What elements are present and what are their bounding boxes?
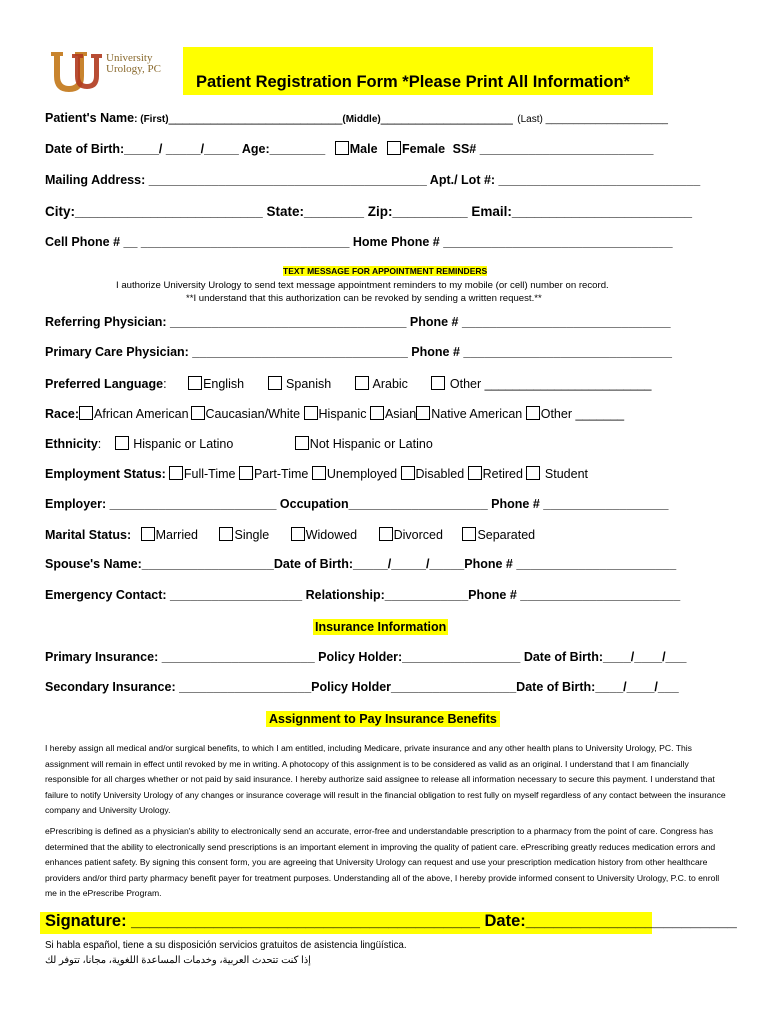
married-label: Married bbox=[155, 528, 198, 542]
student-label: Student bbox=[544, 467, 589, 481]
single-checkbox[interactable] bbox=[219, 527, 233, 541]
english-checkbox[interactable] bbox=[188, 376, 202, 390]
asian-checkbox[interactable] bbox=[370, 406, 384, 420]
part-time-checkbox[interactable] bbox=[239, 466, 253, 480]
last-name-field[interactable]: (Last) ______________________ bbox=[517, 114, 668, 125]
first-label: : (First) bbox=[134, 114, 169, 125]
hispanic-latino-checkbox[interactable] bbox=[115, 436, 129, 450]
university-urology-logo bbox=[48, 48, 178, 94]
african-american-label: African American bbox=[94, 407, 189, 421]
asian-label: Asian bbox=[384, 407, 417, 421]
student-checkbox[interactable] bbox=[526, 466, 540, 480]
arabic-checkbox[interactable] bbox=[355, 376, 369, 390]
female-checkbox[interactable] bbox=[387, 141, 401, 155]
signature-label: Signature: bbox=[45, 912, 127, 930]
date-label: Date: bbox=[484, 912, 526, 930]
spanish-checkbox[interactable] bbox=[268, 376, 282, 390]
mailing-address-field[interactable]: Mailing Address: ________________________________________ Apt./ Lot #: _____________________________ bbox=[45, 173, 701, 187]
unemployed-label: Unemployed bbox=[326, 467, 398, 481]
retired-checkbox[interactable] bbox=[468, 466, 482, 480]
hispanic-latino-label: Hispanic or Latino bbox=[133, 437, 234, 451]
female-label: Female bbox=[402, 142, 446, 156]
male-checkbox[interactable] bbox=[335, 141, 349, 155]
full-time-label: Full-Time bbox=[183, 467, 236, 481]
disabled-label: Disabled bbox=[415, 467, 465, 481]
other-race-checkbox[interactable] bbox=[526, 406, 540, 420]
middle-name-field[interactable]: ___________________ bbox=[380, 111, 513, 125]
employer-row-field[interactable]: Employer: ________________________ Occupation____________________ Phone # __________________ bbox=[45, 497, 669, 511]
primary-insurance-field[interactable]: Primary Insurance: ______________________ Policy Holder:_________________ Date of Birth:____/____/___ bbox=[45, 650, 687, 664]
text-message-heading: TEXT MESSAGE FOR APPOINTMENT REMINDERS bbox=[283, 266, 488, 276]
page-title: Patient Registration Form *Please Print All Information* bbox=[196, 73, 630, 91]
spanish-notice: Si habla español, tiene a su disposición servicios gratuitos de asistencia lingüística. bbox=[45, 940, 407, 951]
patient-name-label: Patient's Name bbox=[45, 111, 135, 125]
employment-label: Employment Status: bbox=[45, 467, 166, 481]
native-american-label: Native American bbox=[431, 407, 523, 421]
employment-row bbox=[45, 466, 588, 481]
full-time-checkbox[interactable] bbox=[169, 466, 183, 480]
emergency-contact-field[interactable]: Emergency Contact: ___________________ Relationship:____________Phone # _______________________ bbox=[45, 588, 681, 602]
primary-care-field[interactable]: Primary Care Physician: _______________________________ Phone # ______________________________ bbox=[45, 345, 672, 359]
other-language-field[interactable]: Other ________________________ bbox=[449, 377, 652, 391]
race-label: Race: bbox=[45, 407, 80, 421]
text-message-line-1: I authorize University Urology to send text message appointment reminders to my mobile (or cell) number on record. bbox=[116, 280, 609, 291]
dob-row bbox=[45, 141, 654, 156]
english-label: English bbox=[203, 377, 245, 391]
disabled-checkbox[interactable] bbox=[401, 466, 415, 480]
arabic-notice: إذا كنت تتحدث العربية، وخدمات المساعدة اللغوية، مجانا، تتوفر لك bbox=[45, 955, 311, 966]
language-colon: : bbox=[163, 377, 167, 391]
eprescribing-paragraph: ePrescribing is defined as a physician's ability to electronically send an accurate, error-free and understandable prescription to a pharmacy from the point of care. Congress has determined that the ability to electronically send prescriptions is an important element in improving the quality of patient care. ePrescribing greatly reduces medication errors and enhances patient safety. By signing this consent form, you are agreeing that University Urology can request and use your prescription medication history from other healthcare providers and/or third party pharmacy benefit payer for treatment purposes. Understanding all of the above, I hereby provide informed consent to University Urology, P.C. to enroll me in the ePrescribe Program. bbox=[45, 826, 720, 898]
signature-field[interactable]: ______________________________________ bbox=[126, 912, 485, 930]
secondary-insurance-field[interactable]: Secondary Insurance: ___________________Policy Holder__________________Date of Birth:____/____/___ bbox=[45, 680, 679, 694]
referring-physician-field[interactable]: Referring Physician: __________________________________ Phone # ______________________________ bbox=[45, 315, 671, 329]
assignment-paragraph: I hereby assign all medical and/or surgical benefits, to which I am entitled, including Medicare, private insurance and any other health plans to University Urology, PC. This assignment will remain in effect until revoked by me in writing. A photocopy of this assignment is to be considered as valid as an original. I understand that I am financially responsible for all charges whether or not paid by said insurance. I hereby authorize said assignee to release all information necessary to secure this payment. I understand that failure to notify University Urology of any changes or insurance coverage will result in the financial obligation to rest fully on myself regardless of any contact between the insurance company and University Urology. bbox=[45, 743, 726, 815]
married-checkbox[interactable] bbox=[141, 527, 155, 541]
hispanic-race-label: Hispanic bbox=[318, 407, 367, 421]
separated-checkbox[interactable] bbox=[462, 527, 476, 541]
other-race-field[interactable]: Other _______ bbox=[540, 407, 625, 421]
language-row bbox=[45, 376, 652, 391]
date-field[interactable]: _______________________ bbox=[525, 912, 737, 930]
caucasian-checkbox[interactable] bbox=[191, 406, 205, 420]
city-state-zip-email-field[interactable]: City:_________________________ State:________ Zip:__________ Email:________________________ bbox=[45, 204, 693, 219]
ethnicity-colon: : bbox=[97, 437, 102, 451]
ssn-field[interactable]: SS# _________________________ bbox=[452, 142, 654, 156]
separated-label: Separated bbox=[477, 528, 536, 542]
male-label: Male bbox=[349, 142, 378, 156]
retired-label: Retired bbox=[482, 467, 523, 481]
spanish-label: Spanish bbox=[286, 377, 332, 391]
hispanic-race-checkbox[interactable] bbox=[304, 406, 318, 420]
spouse-row-field[interactable]: Spouse's Name:___________________Date of Birth:_____/_____/_____Phone # _______________________ bbox=[45, 557, 677, 571]
middle-label: (Middle) bbox=[342, 114, 381, 125]
ethnicity-label: Ethnicity bbox=[45, 437, 98, 451]
single-label: Single bbox=[234, 528, 270, 542]
african-american-checkbox[interactable] bbox=[79, 406, 93, 420]
text-message-line-2: **I understand that this authorization can be revoked by sending a written request.** bbox=[186, 293, 542, 304]
marital-label: Marital Status: bbox=[45, 528, 132, 542]
insurance-heading: Insurance Information bbox=[315, 620, 447, 634]
first-name-field[interactable]: _________________________ bbox=[168, 111, 343, 125]
widowed-checkbox[interactable] bbox=[291, 527, 305, 541]
assignment-heading: Assignment to Pay Insurance Benefits bbox=[266, 711, 500, 727]
phone-row-field[interactable]: Cell Phone # __ ______________________________ Home Phone # _________________________________ bbox=[45, 235, 673, 249]
patient-name-row bbox=[45, 109, 668, 127]
ethnicity-row bbox=[45, 436, 433, 451]
signature-row bbox=[45, 912, 737, 931]
widowed-label: Widowed bbox=[305, 528, 358, 542]
unemployed-checkbox[interactable] bbox=[312, 466, 326, 480]
divorced-checkbox[interactable] bbox=[379, 527, 393, 541]
not-hispanic-label: Not Hispanic or Latino bbox=[309, 437, 433, 451]
logo-line-1: University bbox=[106, 52, 153, 64]
native-american-checkbox[interactable] bbox=[416, 406, 430, 420]
language-label: Preferred Language bbox=[45, 377, 164, 391]
arabic-label: Arabic bbox=[372, 377, 408, 391]
divorced-label: Divorced bbox=[393, 528, 443, 542]
dob-age-field[interactable]: Date of Birth:_____/ _____/_____ Age:________ bbox=[45, 142, 326, 156]
not-hispanic-checkbox[interactable] bbox=[295, 436, 309, 450]
part-time-label: Part-Time bbox=[253, 467, 309, 481]
logo-line-2: Urology, PC bbox=[106, 63, 161, 75]
marital-row bbox=[45, 527, 535, 542]
other-language-checkbox[interactable] bbox=[431, 376, 445, 390]
caucasian-label: Caucasian/White bbox=[205, 407, 301, 421]
race-row bbox=[45, 406, 624, 421]
